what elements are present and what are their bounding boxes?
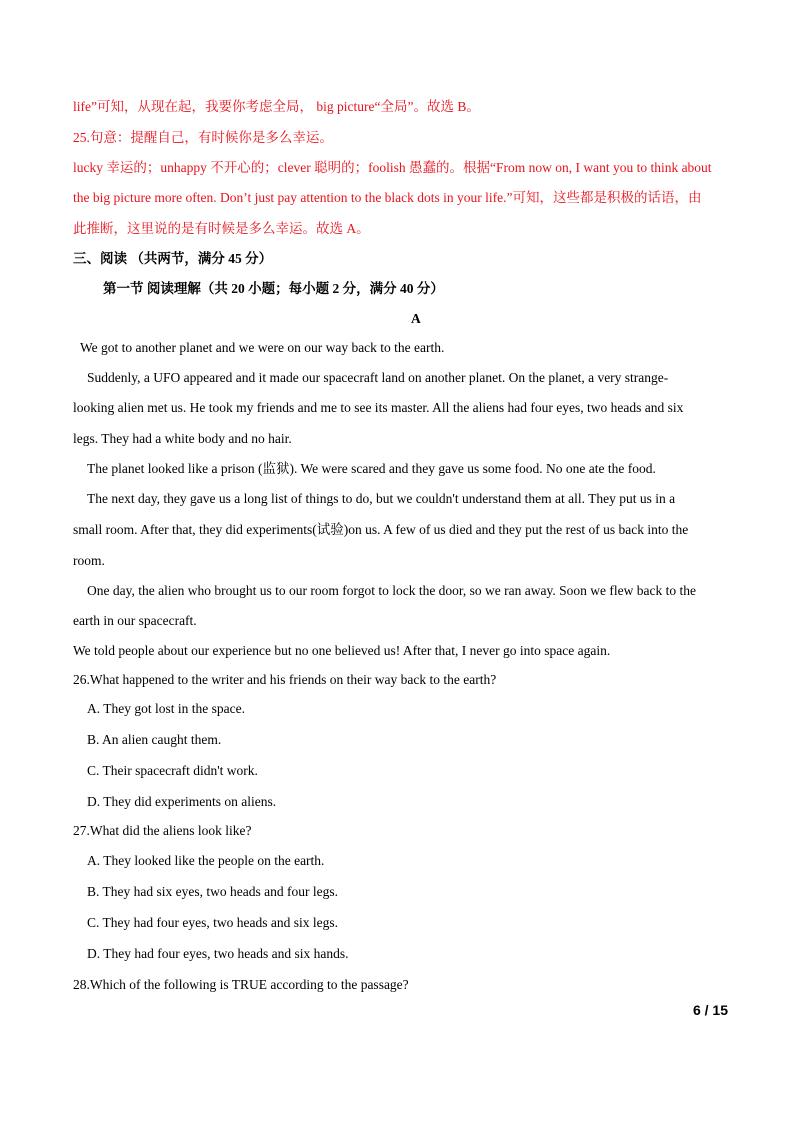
passage-paragraph-2-line-1: Suddenly, a UFO appeared and it made our spacecraft land on another planet. On the planet, a very strange-: [87, 370, 669, 385]
section-subheading: 第一节 阅读理解（共 20 小题；每小题 2 分，满分 40 分）: [103, 281, 444, 296]
question-26-option-c: C. Their spacecraft didn't work.: [87, 763, 258, 778]
question-26-option-a: A. They got lost in the space.: [87, 701, 245, 716]
question-28: 28.Which of the following is TRUE according to the passage?: [73, 977, 409, 992]
question-26: 26.What happened to the writer and his friends on their way back to the earth?: [73, 672, 497, 687]
passage-paragraph-2-line-3: legs. They had a white body and no hair.: [73, 431, 292, 446]
passage-paragraph-5-line-2: earth in our spacecraft.: [73, 613, 197, 628]
question-26-option-d: D. They did experiments on aliens.: [87, 794, 277, 809]
explanation-line-4: the big picture more often. Don’t just pay attention to the black dots in your life.”可知，这些都是积极的话语，由: [73, 190, 702, 205]
question-27-option-b: B. They had six eyes, two heads and four legs.: [87, 884, 338, 899]
passage-paragraph-5-line-1: One day, the alien who brought us to our room forgot to lock the door, so we ran away. Soon we flew back to the: [87, 583, 696, 598]
passage-paragraph-3: The planet looked like a prison (监狱). We were scared and they gave us some food. No one ate the food.: [87, 461, 656, 476]
page-number: 6 / 15: [692, 1002, 728, 1018]
question-27-option-c: C. They had four eyes, two heads and six legs.: [87, 915, 338, 930]
question-27: 27.What did the aliens look like?: [73, 823, 252, 838]
question-27-option-d: D. They had four eyes, two heads and six hands.: [87, 946, 349, 961]
explanation-line-3: lucky 幸运的；unhappy 不开心的；clever 聪明的；foolish 愚蠢的。根据“From now on, I want you to think about: [73, 160, 712, 175]
passage-label: A: [411, 311, 421, 326]
passage-paragraph-6: We told people about our experience but no one believed us! After that, I never go into space again.: [73, 643, 611, 658]
explanation-line-2: 25.句意：提醒自己，有时候你是多么幸运。: [73, 130, 333, 145]
passage-paragraph-4-line-1: The next day, they gave us a long list of things to do, but we couldn't understand them at all. They put us in a: [87, 491, 676, 506]
question-26-option-b: B. An alien caught them.: [87, 732, 222, 747]
passage-paragraph-4-line-3: room.: [73, 553, 105, 568]
question-27-option-a: A. They looked like the people on the earth.: [87, 853, 325, 868]
passage-paragraph-1: We got to another planet and we were on our way back to the earth.: [80, 340, 445, 355]
section-heading: 三、阅读 （共两节，满分 45 分）: [73, 251, 273, 266]
explanation-line-5: 此推断，这里说的是有时候是多么幸运。故选 A。: [73, 221, 370, 236]
passage-paragraph-2-line-2: looking alien met us. He took my friends and me to see its master. All the aliens had four eyes, two heads and six: [73, 400, 684, 415]
explanation-line-1: life”可知，从现在起，我要你考虑全局， big picture“全局”。故选 B。: [73, 99, 480, 114]
passage-paragraph-4-line-2: small room. After that, they did experiments(试验)on us. A few of us died and they put the rest of us back into the: [73, 522, 689, 537]
